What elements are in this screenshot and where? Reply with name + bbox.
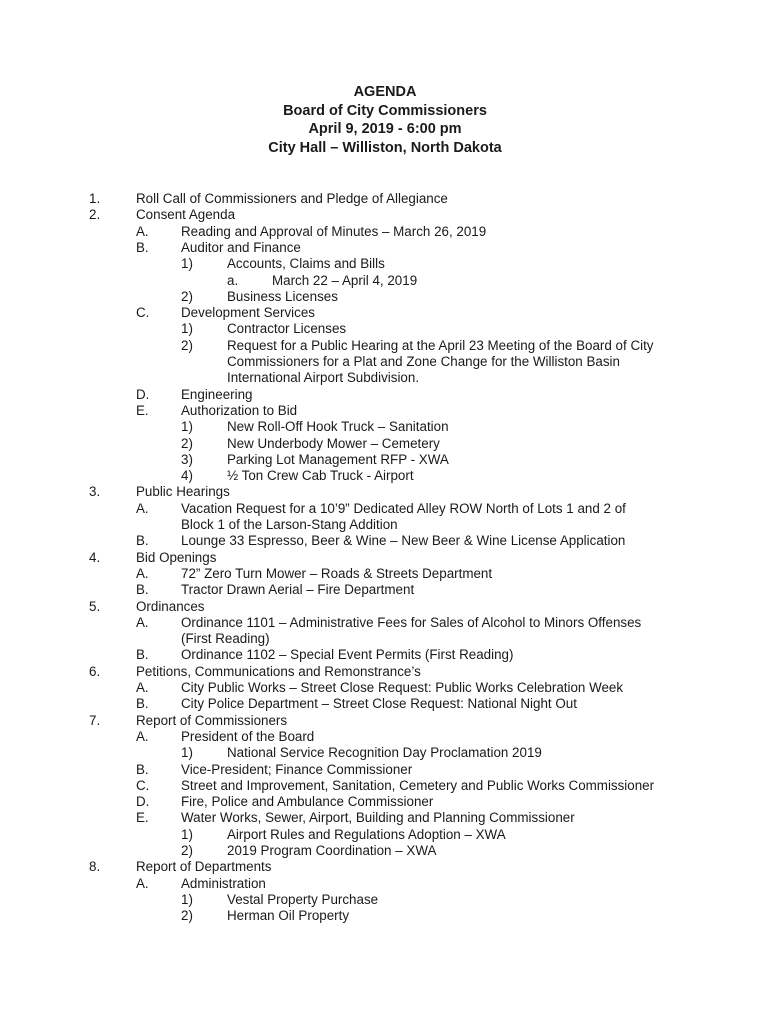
agenda-item-number: D. [136,794,150,810]
agenda-item [0,207,770,223]
agenda-item-text: New Roll-Off Hook Truck – Sanitation [227,419,449,435]
agenda-item-text: Fire, Police and Ambulance Commissioner [181,794,434,810]
agenda-item-number: 7. [89,712,101,728]
agenda-item-text: Ordinances [136,598,205,614]
agenda-title: AGENDA [353,84,417,100]
agenda-item [0,908,770,924]
agenda-item-number: 2) [181,908,193,924]
agenda-item [0,664,770,680]
agenda-item-text: (First Reading) [181,631,270,647]
agenda-item-text: Herman Oil Property [227,908,350,924]
agenda-item [0,338,770,354]
agenda-item-number: B. [136,239,149,255]
agenda-item [0,550,770,566]
agenda-item-text: International Airport Subdivision. [227,370,420,386]
agenda-item [0,810,770,826]
agenda-item [0,501,770,517]
agenda-item-number: A. [136,875,149,891]
agenda-item [0,468,770,484]
agenda-item [0,762,770,778]
agenda-item-text: New Underbody Mower – Cemetery [227,435,440,451]
board-name: Board of City Commissioners [283,102,487,119]
agenda-item-number: 2. [89,207,101,223]
agenda-item [0,745,770,761]
agenda-item-text: Ordinance 1101 – Administrative Fees for Sales of Alcohol to Minors Offenses [181,614,642,630]
agenda-item [0,892,770,908]
agenda-item-text: ½ Ton Crew Cab Truck - Airport [227,468,414,484]
agenda-item-text: Petitions, Communications and Remonstrance’s [136,663,421,679]
agenda-item-number: B. [136,533,149,549]
agenda-item-text: Contractor Licenses [227,321,347,337]
agenda-item-number: B. [136,582,149,598]
agenda-item [0,387,770,403]
agenda-item-text: 72” Zero Turn Mower – Roads & Streets Department [181,565,493,581]
agenda-item [0,436,770,452]
agenda-item [0,419,770,435]
agenda-item-text: Roll Call of Commissioners and Pledge of Allegiance [136,191,448,206]
agenda-item [0,713,770,729]
agenda-item-number: C. [136,777,150,793]
agenda-item-number: 1) [181,419,193,435]
agenda-item-number: 1) [181,321,193,337]
agenda-item-number: A. [136,500,149,516]
agenda-item-text: Parking Lot Management RFP - XWA [227,451,449,467]
agenda-item [0,599,770,615]
agenda-item [0,370,770,386]
agenda-item-text: Accounts, Claims and Bills [227,256,385,272]
agenda-item-text: Ordinance 1102 – Special Event Permits (First Reading) [181,647,514,663]
agenda-item-text: Airport Rules and Regulations Adoption – XWA [227,826,506,842]
agenda-item [0,403,770,419]
agenda-item-text: City Public Works – Street Close Request: Public Works Celebration Week [181,680,624,695]
agenda-item-number: 1) [181,891,193,907]
agenda-item-text: Lounge 33 Espresso, Beer & Wine – New Beer & Wine License Application [181,533,626,549]
agenda-item-text: Vacation Request for a 10’9” Dedicated Alley ROW North of Lots 1 and 2 of [181,500,626,516]
agenda-item [0,191,770,207]
agenda-item [0,843,770,859]
agenda-item [0,305,770,321]
agenda-item [0,321,770,337]
agenda-item-number: 2) [181,843,193,858]
agenda-item-number: a. [227,272,239,288]
agenda-item [0,273,770,289]
agenda-item-text: Reading and Approval of Minutes – March 26, 2019 [181,223,487,239]
agenda-item-text: Public Hearings [136,484,230,500]
agenda-item-text: Development Services [181,305,315,321]
agenda-item-number: B. [136,696,149,712]
agenda-item [0,631,770,647]
agenda-item-text: Request for a Public Hearing at the April 23 Meeting of the Board of City [227,337,654,353]
agenda-item-text: Street and Improvement, Sanitation, Cemetery and Public Works Commissioner [181,777,655,793]
agenda-item [0,615,770,631]
agenda-item [0,859,770,875]
agenda-item-number: A. [136,223,149,239]
agenda-item-number: 3. [89,484,101,500]
agenda-item [0,484,770,500]
agenda-item-number: 1) [181,256,193,272]
agenda-item-number: B. [136,647,149,663]
agenda-item-number: A. [136,614,149,630]
agenda-item-text: Vestal Property Purchase [227,891,379,907]
agenda-item [0,533,770,549]
agenda-item-number: 2) [181,288,193,304]
agenda-item [0,582,770,598]
agenda-item [0,696,770,712]
agenda-item [0,827,770,843]
agenda-item-number: C. [136,305,150,321]
agenda-item-number: 2) [181,435,193,451]
agenda-item-number: 2) [181,337,193,353]
agenda-item-number: D. [136,386,150,402]
agenda-item-text: March 22 – April 4, 2019 [272,272,418,288]
agenda-item-text: Administration [181,875,266,891]
agenda-item [0,289,770,305]
agenda-item-number: A. [136,565,149,581]
agenda-item-text: Authorization to Bid [181,402,298,418]
agenda-item [0,256,770,272]
meeting-location: City Hall – Williston, North Dakota [268,139,502,156]
agenda-item [0,778,770,794]
agenda-item-number: 5. [89,598,101,614]
agenda-item [0,224,770,240]
agenda-item-number: 1) [181,826,193,842]
agenda-item [0,729,770,745]
agenda-item-text: Report of Departments [136,859,272,875]
agenda-item-number: 3) [181,451,193,467]
agenda-item [0,517,770,533]
agenda-item [0,876,770,892]
agenda-item [0,794,770,810]
agenda-item-text: Auditor and Finance [181,239,301,255]
agenda-item-text: Water Works, Sewer, Airport, Building and Planning Commissioner [181,810,575,826]
meeting-date: April 9, 2019 - 6:00 pm [308,121,462,137]
agenda-item-number: B. [136,761,149,777]
agenda-item-text: Vice-President; Finance Commissioner [181,761,413,777]
agenda-item-number: 4. [89,549,101,565]
agenda-item-number: A. [136,680,149,695]
agenda-item [0,566,770,582]
agenda-item [0,354,770,370]
agenda-item-number: E. [136,402,149,418]
agenda-item [0,452,770,468]
agenda-item-text: Block 1 of the Larson-Stang Addition [181,517,398,532]
agenda-item-text: Consent Agenda [136,207,236,223]
agenda-item-text: Bid Openings [136,549,217,565]
agenda-item [0,647,770,663]
agenda-item-number: 1. [89,191,101,206]
agenda-item-number: 6. [89,663,101,679]
agenda-header [0,83,770,157]
agenda-item-number: 8. [89,859,101,875]
agenda-item [0,240,770,256]
agenda-item-text: City Police Department – Street Close Request: National Night Out [181,696,577,712]
agenda-item-text: Commissioners for a Plat and Zone Change for the Williston Basin [227,354,620,369]
agenda-item-number: E. [136,810,149,826]
agenda-item-text: Tractor Drawn Aerial – Fire Department [181,582,415,598]
agenda-item-number: 1) [181,745,193,761]
agenda-item-text: President of the Board [181,728,315,744]
agenda-item-text: 2019 Program Coordination – XWA [227,843,437,858]
agenda-item-number: A. [136,728,149,744]
agenda-item [0,680,770,696]
agenda-item-text: Business Licenses [227,288,338,304]
agenda-item-text: Engineering [181,386,253,402]
agenda-item-text: Report of Commissioners [136,712,288,728]
agenda-item-text: National Service Recognition Day Proclamation 2019 [227,745,542,761]
agenda-item-number: 4) [181,468,193,484]
